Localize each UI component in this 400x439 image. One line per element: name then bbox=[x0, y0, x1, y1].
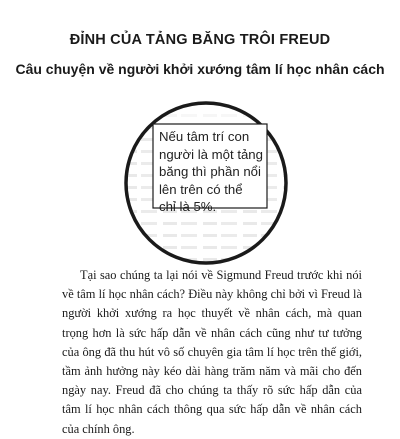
body-paragraph: Tại sao chúng ta lại nói về Sigmund Freud trước khi nói về tâm lí học nhân cách? Điều này không chỉ bởi vì Freud là người khởi xướng ra học thuyết về nhân cách, mà quan trọng hơn là sức hấp dẫn về nhân cách cũng như tư tưởng của ông đã thu hút vô số chuyên gia tâm lí học trên thế giới, tầm ảnh hưởng này kéo dài hàng trăm năm và mãi cho đến ngày nay. Freud đã cho chúng ta thấy rõ sức hấp dẫn của tâm lí học nhân cách thông qua sức hấp dẫn về nhân cách của chính ông. bbox=[62, 268, 362, 436]
page-title: ĐỈNH CỦA TẢNG BĂNG TRÔI FREUD bbox=[69, 32, 331, 48]
magnifier-callout bbox=[121, 98, 291, 268]
page-subtitle: Câu chuyện về người khởi xướng tâm lí học nhân cách bbox=[15, 61, 385, 77]
callout-quote: Nếu tâm trí con người là một tảng băng thì phần nổi lên trên có thể chỉ là 5%. bbox=[159, 129, 263, 214]
